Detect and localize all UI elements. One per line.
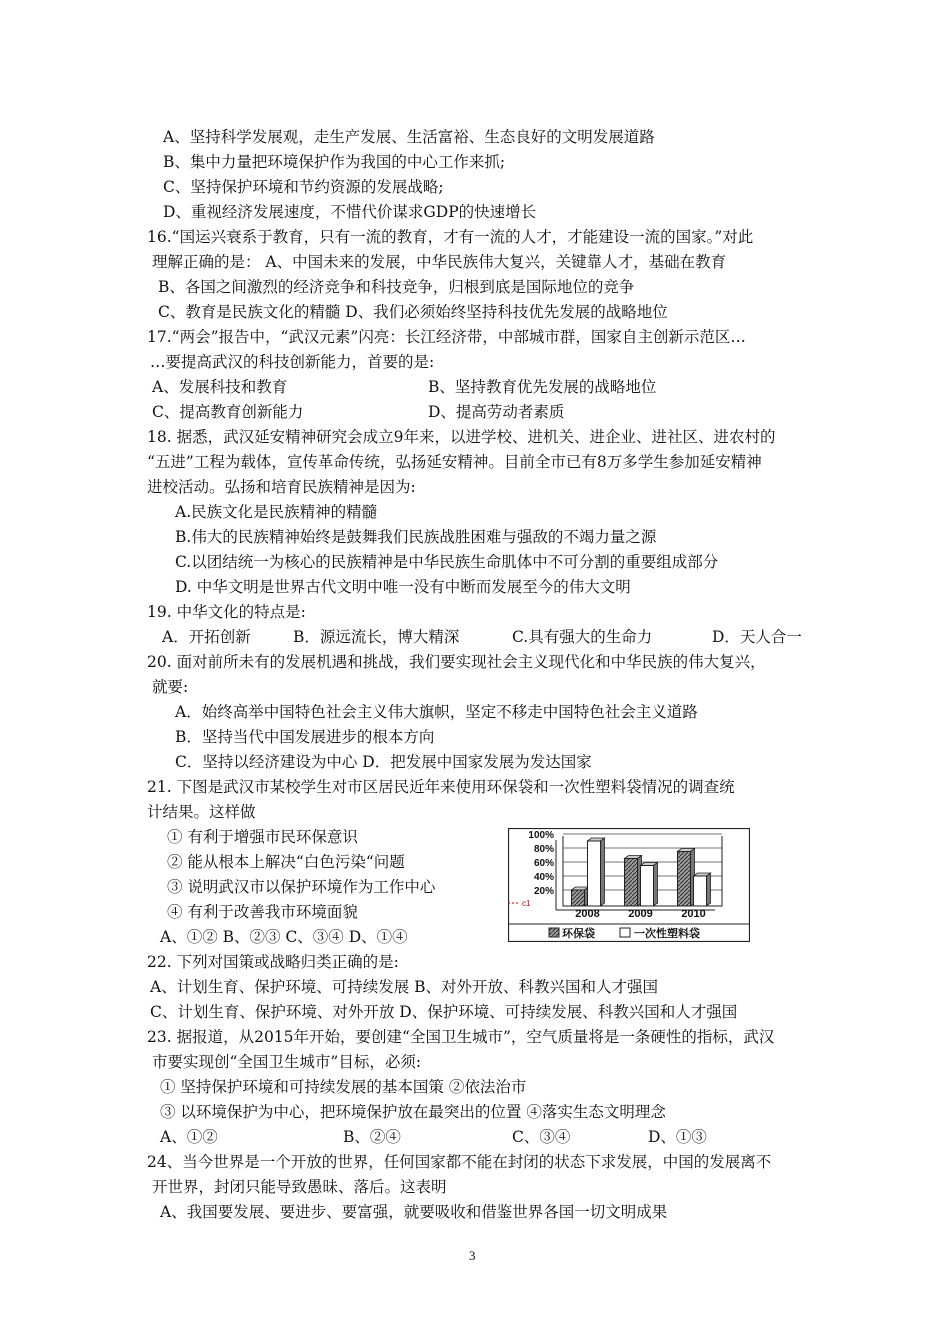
y-tick-label: 60% [533, 858, 554, 869]
q17-option-c: C、提高教育创新能力 [152, 403, 304, 421]
q16-options-cd: C、教育是民族文化的精髓 D、我们必须始终坚持科技优先发展的战略地位 [158, 303, 668, 321]
y-tick-label: 100% [528, 830, 554, 841]
q21-item-1: ① 有利于增强市民环保意识 [167, 828, 358, 846]
q21-options: A、①② B、②③ C、③④ D、①④ [160, 928, 408, 946]
q24-option-a: A、我国要发展、要进步、要富强，就要吸收和借鉴世界各国一切文明成果 [160, 1203, 668, 1221]
q20-stem-cont: 就要: [152, 678, 189, 696]
bar-plastic-bag [588, 841, 601, 906]
q19-stem: 19. 中华文化的特点是: [147, 603, 306, 621]
q22-stem: 22. 下列对国策或战略归类正确的是: [147, 953, 399, 971]
q19-option-a: A．开拓创新 [162, 628, 251, 646]
q15-option-d: D、重视经济发展速度，不惜代价谋求GDP的快速增长 [163, 203, 537, 221]
q21-item-3: ③ 说明武汉市以保护环境作为工作中心 [167, 878, 436, 896]
survey-bar-chart [508, 828, 750, 942]
q17-stem-cont: …要提高武汉的科技创新能力，首要的是: [150, 353, 435, 371]
red-marker-text: c1 [522, 899, 531, 908]
q20-option-b: B．坚持当代中国发展进步的根本方向 [175, 728, 435, 746]
q24-stem: 24、当今世界是一个开放的世界，任何国家都不能在封闭的状态下求发展，中国的发展离不 [147, 1153, 772, 1171]
q18-option-b: B.伟大的民族精神始终是鼓舞我们民族战胜困难与强敌的不竭力量之源 [175, 528, 657, 546]
q23-option-c: C、③④ [512, 1128, 571, 1146]
q23-stem: 23. 据报道，从2015年开始，要创建“全国卫生城市”，空气质量将是一条硬性的指标，武汉 [147, 1028, 775, 1046]
bar-env-bag [572, 890, 585, 906]
bar-side [707, 873, 711, 906]
legend-label-env-bag: 环保袋 [562, 927, 595, 940]
y-tick-label: 80% [533, 844, 554, 855]
bar-side [601, 838, 605, 906]
q23-option-b: B、②④ [343, 1128, 401, 1146]
q17-stem: 17.“两会”报告中，“武汉元素”闪亮：长江经济带，中部城市群，国家自主创新示范区… [147, 328, 746, 346]
x-tick-label: 2010 [681, 908, 706, 920]
q17-option-d: D、提高劳动者素质 [428, 403, 565, 421]
bar-env-bag [625, 859, 638, 907]
q21-item-4: ④ 有利于改善我市环境面貌 [167, 903, 358, 921]
x-tick-label: 2008 [575, 908, 600, 920]
q19-option-c: C.具有强大的生命力 [512, 628, 653, 646]
q21-stem-cont: 计结果。这样做 [147, 803, 256, 821]
q23-items-34: ③ 以环境保护为中心，把环境保护放在最突出的位置 ④落实生态文明理念 [160, 1103, 666, 1121]
q19-option-d: D．天人合一 [712, 628, 802, 646]
x-tick-label: 2009 [628, 908, 653, 920]
q22-options-cd: C、计划生育、保护环境、对外开放 D、保护环境、可持续发展、科教兴国和人才强国 [150, 1003, 738, 1021]
q18-option-a: A.民族文化是民族精神的精髓 [175, 503, 378, 521]
q23-option-a: A、①② [160, 1128, 218, 1146]
q24-stem-cont: 开世界，封闭只能导致愚昧、落后。这表明 [152, 1178, 447, 1196]
q16-stem: 16.“国运兴衰系于教育，只有一流的教育，才有一流的人才，才能建设一流的国家。”对此 [147, 228, 754, 246]
q23-option-d: D、①③ [648, 1128, 707, 1146]
legend-label-plastic-bag: 一次性塑料袋 [634, 927, 700, 940]
q18-stem-cont: “五进”工程为载体，宣传革命传统，弘扬延安精神。目前全市已有8万多学生参加延安精神 [147, 453, 762, 471]
y-tick-label: 40% [533, 872, 554, 883]
bar-side [654, 863, 658, 907]
q16-stem-cont: 理解正确的是： A、中国未来的发展，中华民族伟大复兴，关键靠人才，基础在教育 [152, 253, 727, 271]
q15-option-a: A、坚持科学发展观，走生产发展、生活富裕、生态良好的文明发展道路 [163, 128, 655, 146]
q20-options-cd: C．坚持以经济建设为中心 D．把发展中国家发展为发达国家 [175, 753, 592, 771]
q20-stem: 20. 面对前所未有的发展机遇和挑战，我们要实现社会主义现代化和中华民族的伟大复兴， [147, 653, 766, 671]
q18-option-c: C.以团结统一为核心的民族精神是中华民族生命肌体中不可分割的重要组成部分 [175, 553, 719, 571]
q15-option-b: B、集中力量把环境保护作为我国的中心工作来抓; [163, 153, 506, 171]
q21-item-2: ② 能从根本上解决“白色污染“问题 [167, 853, 405, 871]
q20-option-a: A．始终高举中国特色社会主义伟大旗帜，坚定不移走中国特色社会主义道路 [175, 703, 698, 721]
q16-option-b: B、各国之间激烈的经济竞争和科技竞争，归根到底是国际地位的竞争 [158, 278, 635, 296]
y-tick-label: 20% [533, 886, 554, 897]
q17-option-b: B、坚持教育优先发展的战略地位 [428, 378, 657, 396]
q17-option-a: A、发展科技和教育 [152, 378, 288, 396]
legend-swatch-plastic-bag [620, 928, 630, 937]
bar-plastic-bag [694, 876, 707, 906]
q18-option-d: D. 中华文明是世界古代文明中唯一没有中断而发展至今的伟大文明 [175, 578, 631, 596]
page-number: 3 [469, 1248, 476, 1263]
q18-stem: 18. 据悉，武汉延安精神研究会成立9年来，以进学校、进机关、进企业、进社区、进农村的 [147, 428, 776, 446]
q19-option-b: B．源远流长，博大精深 [293, 628, 460, 646]
bar-plastic-bag [641, 866, 654, 907]
q15-option-c: C、坚持保护环境和节约资源的发展战略; [163, 178, 444, 196]
legend-swatch-env-bag [549, 928, 559, 937]
q18-stem-cont-2: 进校活动。弘扬和培育民族精神是因为: [147, 478, 416, 496]
q21-stem: 21. 下图是武汉市某校学生对市区居民近年来使用环保袋和一次性塑料袋情况的调查统 [147, 778, 735, 796]
q23-stem-cont: 市要实现创“全国卫生城市”目标，必须: [152, 1053, 422, 1071]
bar-env-bag [678, 852, 691, 907]
q23-items-12: ① 坚持保护环境和可持续发展的基本国策 ②依法治市 [160, 1078, 527, 1096]
q22-options-ab: A、计划生育、保护环境、可持续发展 B、对外开放、科教兴国和人才强国 [150, 978, 659, 996]
